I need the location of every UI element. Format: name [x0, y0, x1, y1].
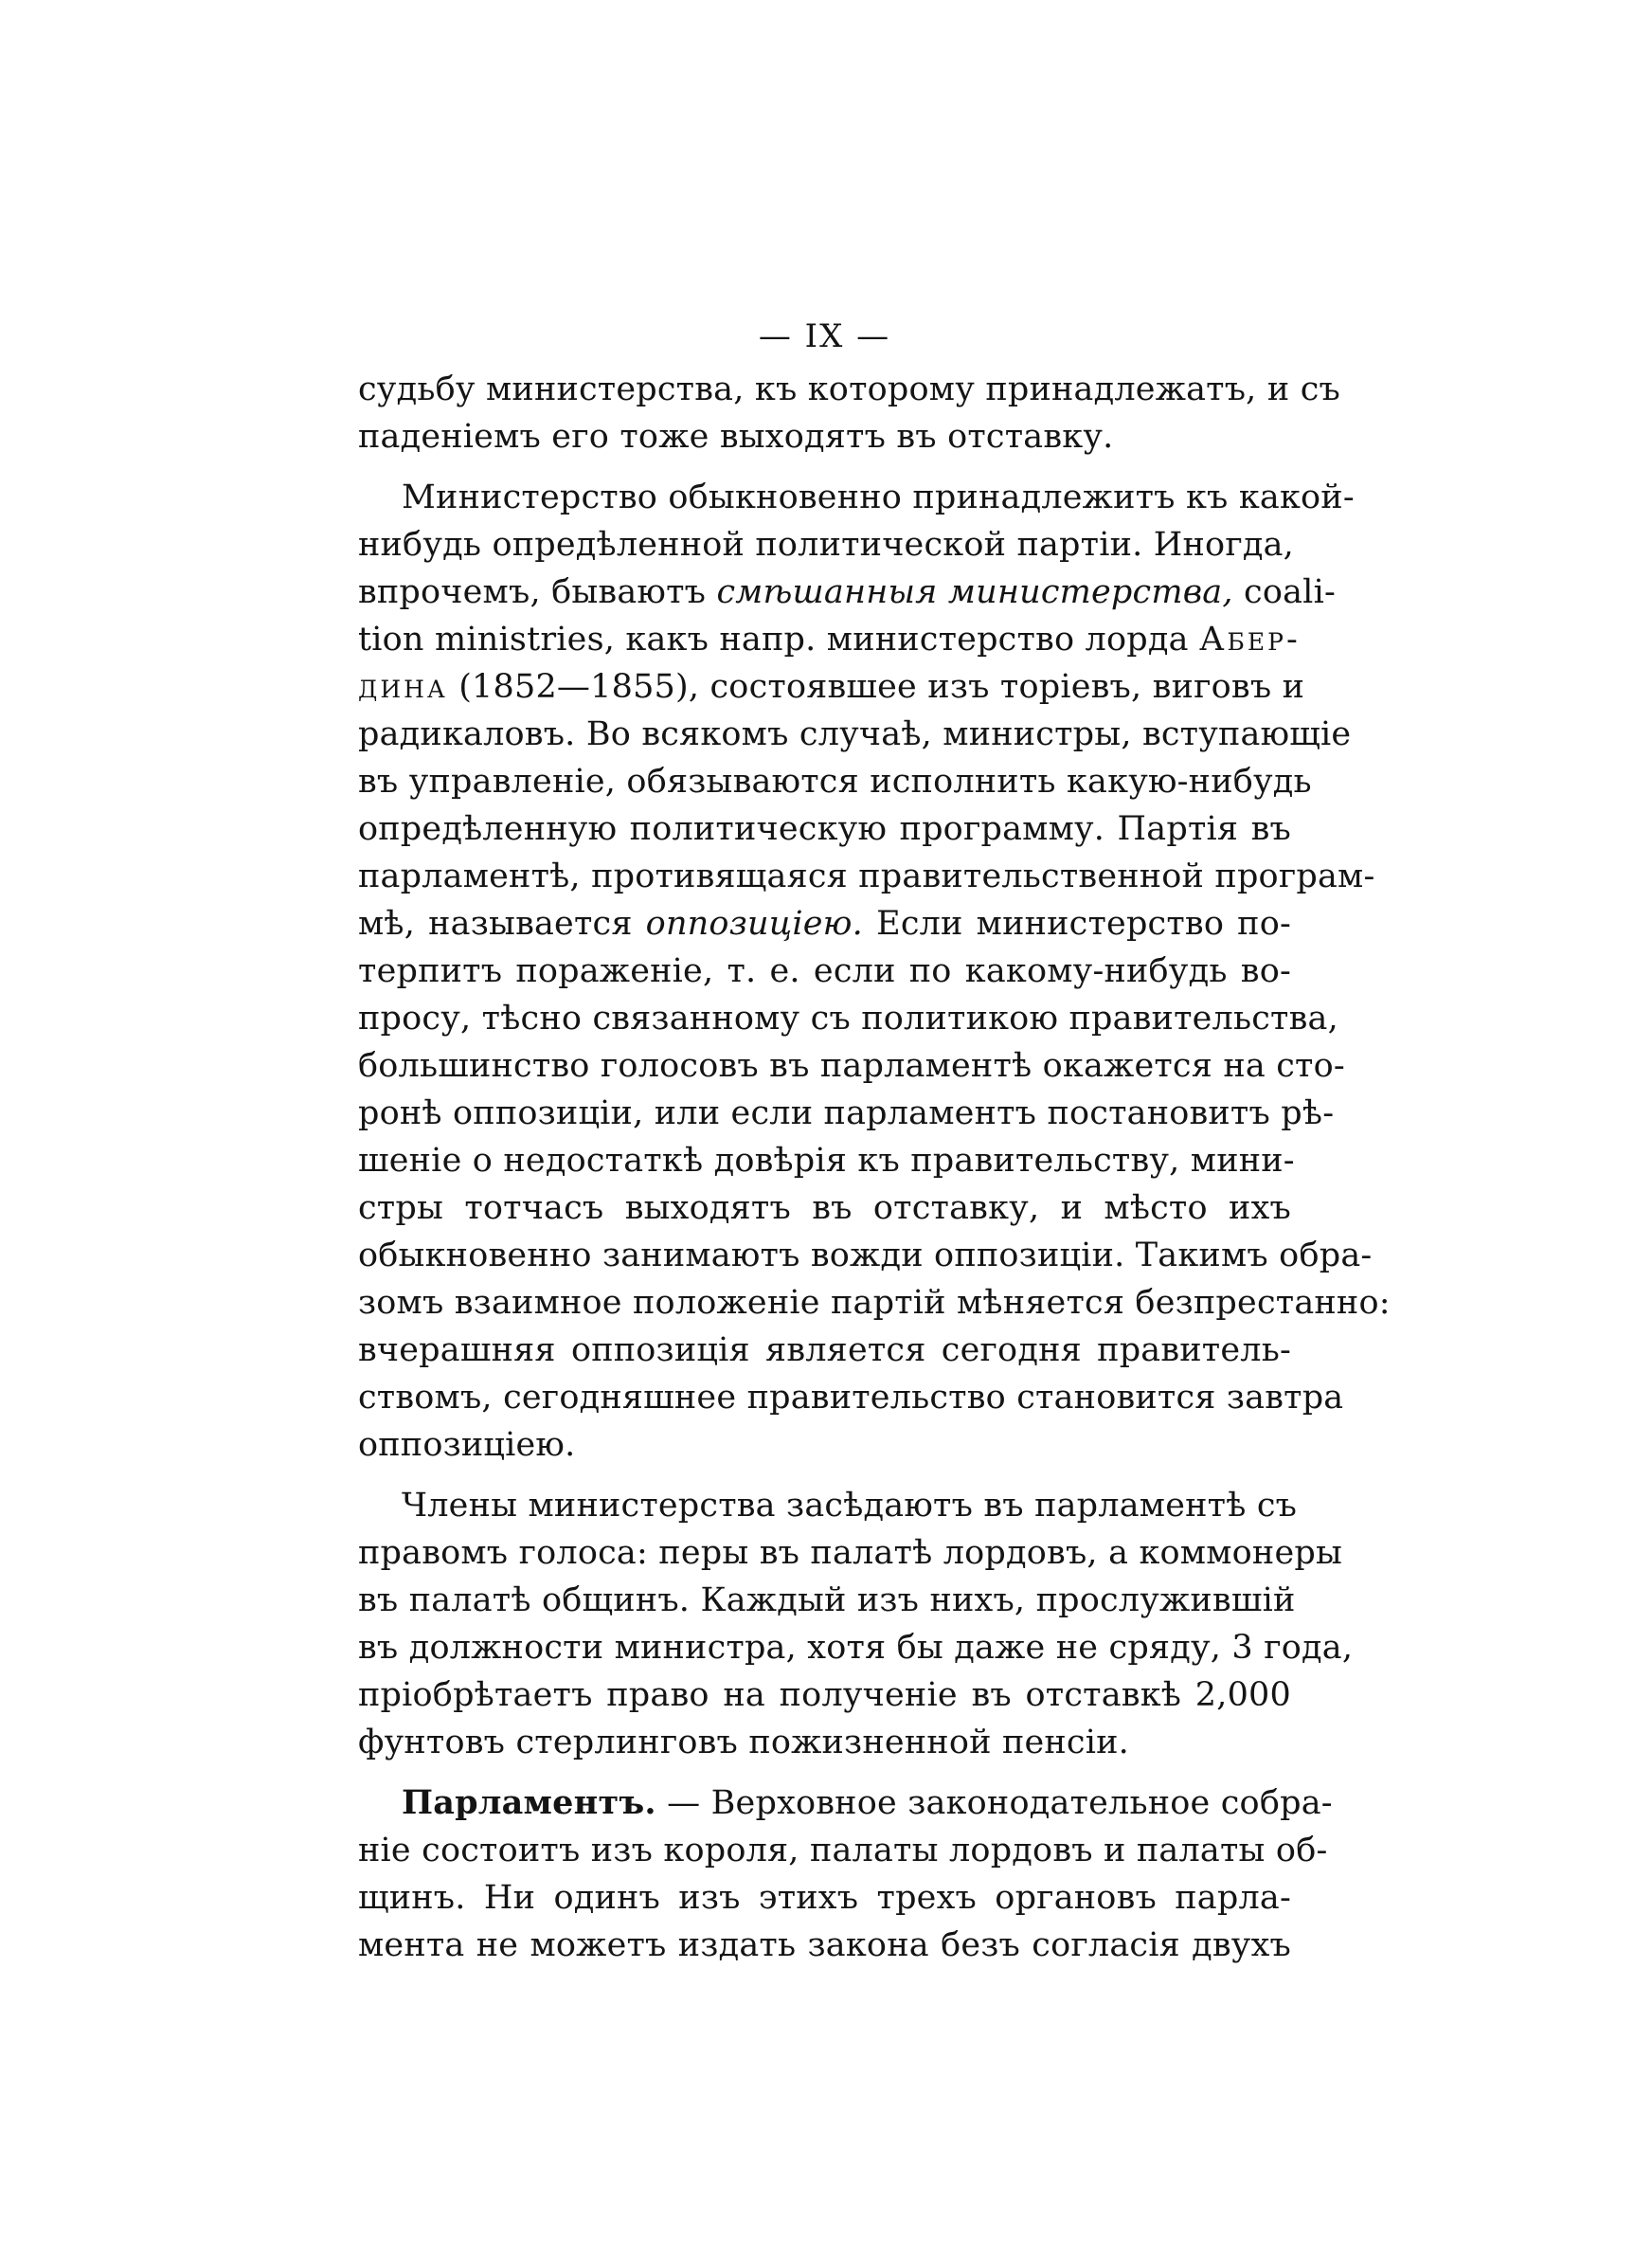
text-line: терпитъ пораженіе, т. е. если по какому-нибудь во-	[358, 952, 1291, 990]
text-line: мѣ, называется оппозиціею. Если министерство по-	[358, 905, 1291, 943]
styled-text: дина	[358, 668, 448, 706]
text-line: tion ministries, какъ напр. министерство лорда Абер-	[358, 621, 1301, 659]
text-line: паденіемъ его тоже выходятъ въ отставку.	[358, 418, 1114, 456]
text-line: зомъ взаимное положеніе партій мѣняется безпрестанно:	[358, 1284, 1391, 1322]
text-line: вчерашняя оппозиція является сегодня правитель-	[358, 1331, 1291, 1369]
paragraph-4	[358, 1779, 1333, 1969]
text-line: опредѣленную политическую программу. Партія въ	[358, 810, 1291, 848]
text-line: шеніе о недостаткѣ довѣрія къ правительству, мини-	[358, 1142, 1295, 1180]
text-line: фунтовъ стерлинговъ пожизненной пенсіи.	[358, 1724, 1129, 1761]
text-line: нибудь опредѣленной политической партіи. Иногда,	[358, 526, 1294, 564]
text-line: Министерство обыкновенно принадлежитъ къ какой-	[402, 478, 1355, 516]
text-line: въ управленіе, обязываются исполнить какую-нибудь	[358, 763, 1312, 801]
paragraph-1	[358, 366, 1340, 460]
styled-text: смѣшанныя министерства,	[716, 573, 1233, 611]
text-line: дина (1852—1855), состоявшее изъ торіевъ, виговъ и	[358, 668, 1305, 706]
text-line: обыкновенно занимаютъ вожди оппозиціи. Такимъ обра-	[358, 1237, 1373, 1274]
text-line: щинъ. Ни одинъ изъ этихъ трехъ органовъ парла-	[358, 1879, 1291, 1917]
text-line: радикаловъ. Во всякомъ случаѣ, министры, вступающіе	[358, 715, 1352, 753]
styled-text: Абер-	[1199, 621, 1301, 659]
text-line: оппозиціею.	[358, 1426, 576, 1464]
styled-text: оппозиціею.	[645, 905, 863, 943]
text-line: большинство голосовъ въ парламентѣ окажется на сто-	[358, 1047, 1345, 1085]
text-line: въ должности министра, хотя бы даже не сряду, 3 года,	[358, 1629, 1354, 1667]
text-line: ронѣ оппозиціи, или если парламентъ постановитъ рѣ-	[358, 1094, 1335, 1132]
text-line: Члены министерства засѣдаютъ въ парламентѣ съ	[402, 1487, 1298, 1525]
text-line: впрочемъ, бываютъ смѣшанныя министерства, coali-	[358, 573, 1336, 611]
text-line: правомъ голоса: перы въ палатѣ лордовъ, а коммонеры	[358, 1534, 1343, 1572]
text-line: судьбу министерства, къ которому принадлежатъ, и съ	[358, 370, 1340, 408]
text-line: ніе состоитъ изъ короля, палаты лордовъ и палаты об-	[358, 1832, 1328, 1869]
text-line: пріобрѣтаетъ право на полученіе въ отставкѣ 2,000	[358, 1676, 1291, 1714]
paragraph-3	[358, 1482, 1354, 1766]
page-number: — IX —	[758, 317, 891, 355]
text-line: ствомъ, сегодняшнее правительство становится завтра	[358, 1379, 1344, 1417]
text-line: стры тотчасъ выходятъ въ отставку, и мѣсто ихъ	[358, 1189, 1291, 1227]
text-line: мента не можетъ издать закона безъ согласія двухъ	[358, 1926, 1291, 1964]
book-page	[358, 313, 1391, 1982]
styled-text: Парламентъ.	[402, 1783, 656, 1822]
text-line: въ палатѣ общинъ. Каждый изъ нихъ, прослужившій	[358, 1581, 1296, 1619]
paragraph-2	[358, 474, 1391, 1469]
text-line: Парламентъ. — Верховное законодательное собра-	[402, 1783, 1333, 1822]
text-line: парламентѣ, противящаяся правительственной програм-	[358, 858, 1375, 895]
text-line: просу, тѣсно связанному съ политикою правительства,	[358, 1000, 1338, 1038]
